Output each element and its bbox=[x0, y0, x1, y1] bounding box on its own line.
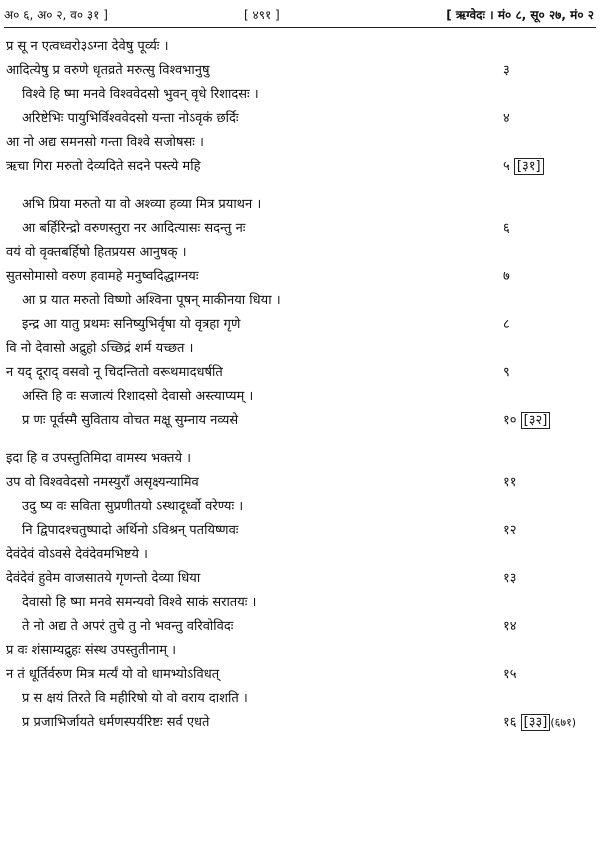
verse-line bbox=[6, 471, 596, 495]
verse-number: १२ bbox=[503, 523, 517, 538]
varga-number: [३२] bbox=[521, 412, 551, 429]
verse-line bbox=[6, 35, 596, 59]
verse-line bbox=[6, 495, 596, 519]
verse-text: इदा हि व उपस्तुतिमिदा वामस्य भक्तये । bbox=[6, 451, 192, 466]
verse-line bbox=[6, 385, 596, 409]
verse-text: सुतसोमासो वरुण हवामहे मनुष्वदिद्धाग्नयः bbox=[6, 269, 199, 284]
verse-number: १६ [३३] (६७१) bbox=[503, 715, 577, 730]
verse-line bbox=[6, 265, 596, 289]
verse-number: १० [३२] bbox=[503, 409, 550, 433]
varga-number: [३१] bbox=[514, 158, 544, 175]
verse-number: ४ bbox=[503, 111, 510, 126]
total-count: (६७१) bbox=[550, 716, 577, 729]
verse-text: देवासो हि ष्मा मनवे समन्यवो विश्वे साकं सरातयः । bbox=[22, 595, 257, 610]
verse-body bbox=[6, 35, 596, 735]
verse-number: ९ bbox=[503, 365, 510, 380]
verse-line bbox=[6, 361, 596, 385]
verse-text: अस्ति हि वः सजात्यं रिशादसो देवासो अस्त्याप्यम् । bbox=[22, 389, 254, 404]
verse-line bbox=[6, 107, 596, 131]
verse-text: आ नो अद्य समनसो गन्ता विश्वे सजोषसः । bbox=[6, 135, 204, 150]
verse-number: ३ bbox=[503, 63, 510, 78]
verse-text: वयं वो वृक्तबर्हिषो हितप्रयस आनुषक् । bbox=[6, 245, 187, 260]
header-rule bbox=[4, 27, 596, 28]
verse-line bbox=[6, 217, 596, 241]
verse-text: न तं धूर्तिर्वरुण मित्र मर्त्यं यो वो धामभ्योऽविधत् bbox=[6, 667, 220, 682]
verse-text: आ बर्हिरिन्द्रो वरुणस्तुरा नर आदित्यासः सदन्तु नः bbox=[22, 221, 246, 236]
verse-number: ८ bbox=[503, 317, 510, 332]
verse-text: विश्वे हि ष्मा मनवे विश्ववेदसो भुवन् वृधे रिशादसः । bbox=[22, 87, 259, 102]
verse-line bbox=[6, 193, 596, 217]
verse-line bbox=[6, 313, 596, 337]
verse-text: प्र णः पूर्वस्मै सुविताय वोचत मक्षू सुम्नाय नव्यसे bbox=[22, 413, 239, 428]
verse-line bbox=[6, 337, 596, 361]
verse-text: वि नो देवासो अद्रुहो ऽच्छिद्रं शर्म यच्छत । bbox=[6, 341, 194, 356]
verse-line bbox=[6, 59, 596, 83]
verse-line bbox=[6, 663, 596, 687]
header-left: अ० ६, अ० २, व० ३१ ] bbox=[4, 8, 108, 22]
verse-text: उदु ष्य वः सविता सुप्रणीतयो ऽस्थादूर्ध्वो वरेण्यः । bbox=[22, 499, 244, 514]
verse-text: ऋचा गिरा मरुतो देव्यदिते सदने पस्त्ये महि bbox=[6, 159, 201, 174]
verse-number: ६ bbox=[503, 221, 510, 236]
verse-text: अरिष्टेभिः पायुभिर्विश्ववेदसो यन्ता नोऽवृकं छर्दिः bbox=[22, 111, 239, 126]
verse-line bbox=[6, 591, 596, 615]
verse-text: देवंदेवं वोऽवसे देवंदेवमभिष्टये । bbox=[6, 547, 148, 562]
verse-line bbox=[6, 519, 596, 543]
verse-number: १५ bbox=[503, 667, 517, 682]
verse-text: उप वो विश्ववेदसो नमस्युराँ असृक्ष्यन्यामिव bbox=[6, 475, 199, 490]
verse-line bbox=[6, 289, 596, 313]
verse-text: नि द्विपादश्चतुष्पादो अर्थिनो ऽविश्रन् पतयिष्णवः bbox=[22, 523, 239, 538]
verse-number: १३ bbox=[503, 571, 517, 586]
varga-number: [३३] bbox=[521, 714, 551, 731]
verse-number: १४ bbox=[503, 619, 517, 634]
verse-line bbox=[6, 131, 596, 155]
verse-text: अभि प्रिया मरुतो या वो अश्व्या हव्या मित्र प्रयाथन । bbox=[22, 197, 262, 212]
verse-text: प्र वः शंसाम्यद्रुहः संस्थ उपस्तुतीनाम् । bbox=[6, 643, 177, 658]
verse-line bbox=[6, 447, 596, 471]
verse-number: ११ bbox=[503, 475, 517, 490]
verse-text: प्र स क्षयं तिरते वि महीरिषो यो वो वराय दाशति । bbox=[22, 691, 248, 706]
verse-line bbox=[6, 83, 596, 107]
verse-text: प्र प्रजाभिर्जायते धर्मणस्पर्यरिष्टः सर्व एधते bbox=[22, 715, 210, 730]
verse-line bbox=[6, 409, 596, 433]
verse-text: न यद् दूराद् वसवो नू चिदन्तितो वरूथमादधर्षति bbox=[6, 365, 223, 380]
verse-text: प्र सू न एत्वध्वरो३ऽग्ना देवेषु पूर्व्यः । bbox=[6, 39, 169, 54]
verse-text: आदित्येषु प्र वरुणे धृतव्रते मरुत्सु विश्वभानुषु bbox=[6, 63, 210, 78]
verse-number: ७ bbox=[503, 269, 510, 284]
verse-text: इन्द्र आ यातु प्रथमः सनिष्युभिर्वृषा यो वृत्रहा गृणे bbox=[22, 317, 241, 332]
verse-line bbox=[6, 241, 596, 265]
verse-text: ते नो अद्य ते अपरं तुचे तु नो भवन्तु वरिवोविदः bbox=[22, 619, 234, 634]
header-page-number: [ ४९१ ] bbox=[244, 8, 280, 22]
verse-line bbox=[6, 567, 596, 591]
verse-line bbox=[6, 543, 596, 567]
header-right: [ ऋग्वेदः । मं० ८, सू० २७, मं० २ bbox=[446, 8, 594, 22]
verse-line bbox=[6, 639, 596, 663]
verse-number: ५ [३१] bbox=[503, 155, 544, 179]
verse-line bbox=[6, 615, 596, 639]
verse-text: आ प्र यात मरुतो विष्णो अश्विना पूषन् माकीनया धिया । bbox=[22, 293, 281, 308]
page-header bbox=[4, 6, 594, 26]
verse-text: देवंदेवं हुवेम वाजसातये गृणन्तो देव्या धिया bbox=[6, 571, 201, 586]
verse-line bbox=[6, 155, 596, 179]
verse-line bbox=[6, 687, 596, 711]
verse-line bbox=[6, 711, 596, 735]
